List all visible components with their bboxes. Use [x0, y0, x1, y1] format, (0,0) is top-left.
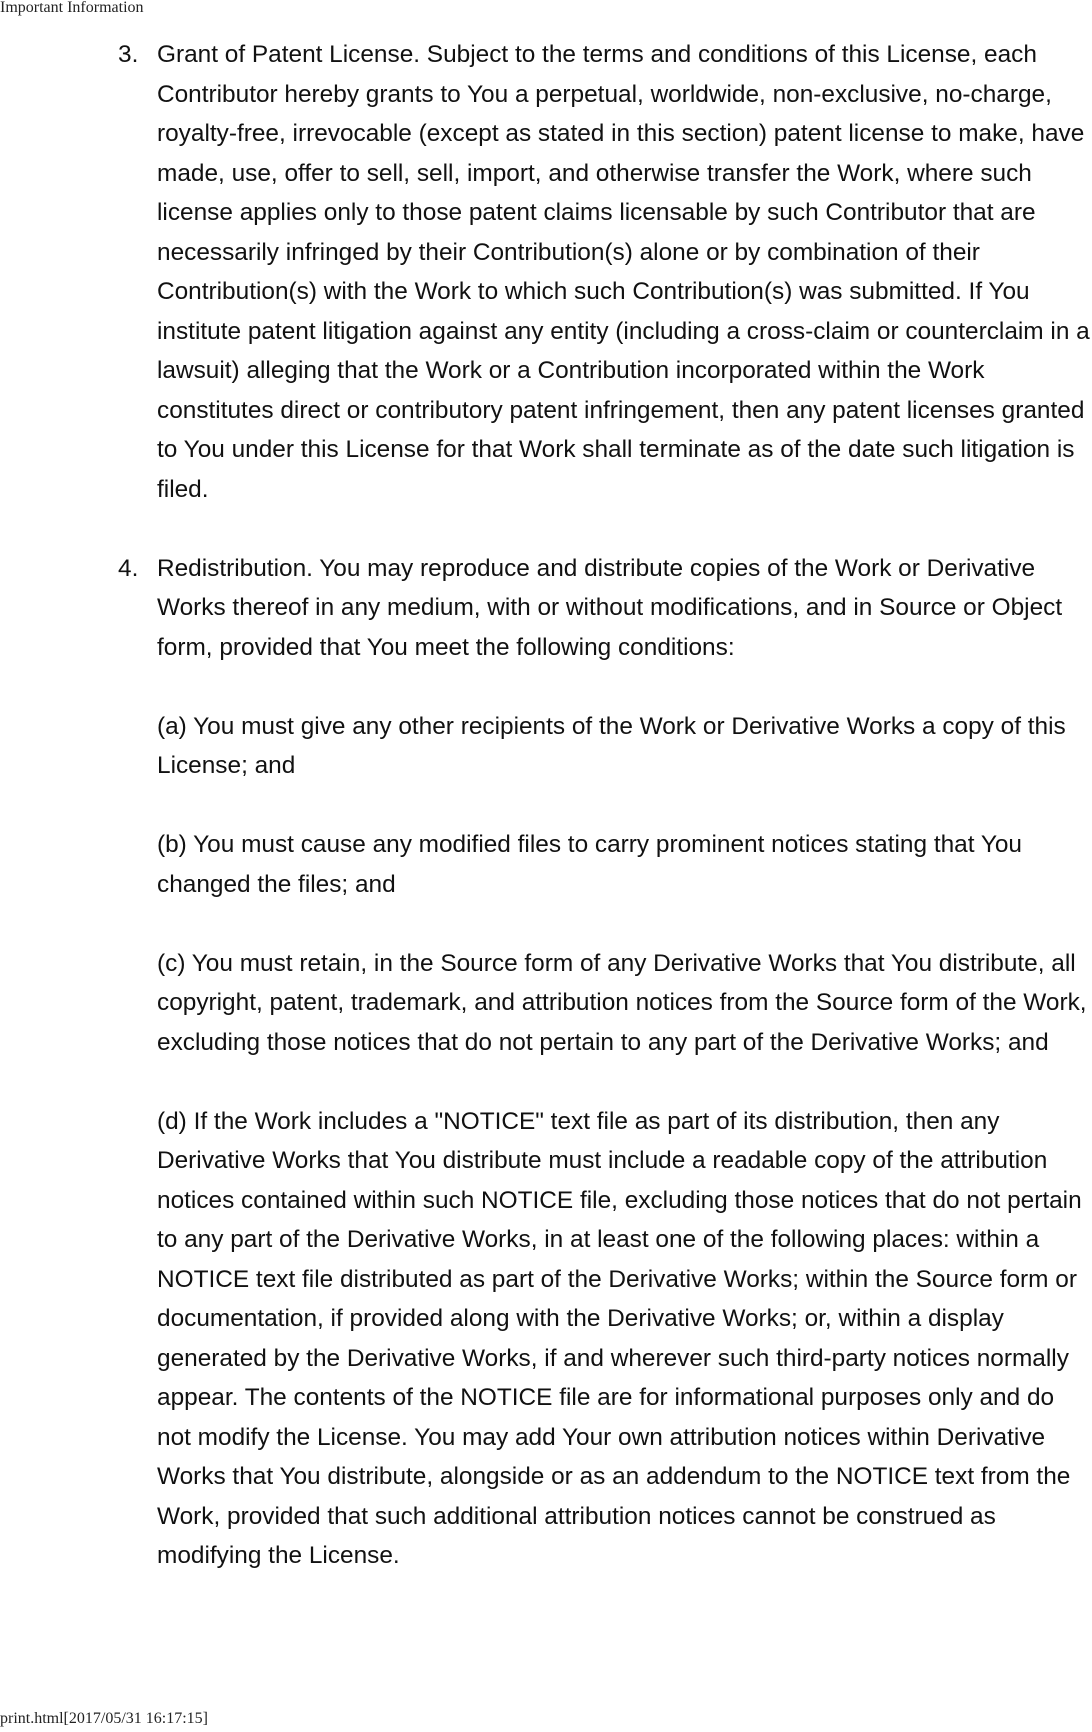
page-footer: print.html[2017/05/31 16:17:15]: [0, 1710, 208, 1727]
page-header: Important Information: [0, 0, 144, 16]
grant-of-patent-license-text: Grant of Patent License. Subject to the terms and conditions of this License, each Contributor hereby grants to You a perpetual, worldwide, non-exclusive, no-charge, royalty-free, irrevocable (except as stated in this section) patent license to make, have made, use, offer to sell, sell, import, and otherwise transfer the Work, where such license applies only to those patent claims licensable by such Contributor that are necessarily infringed by their Contribution(s) alone or by combination of their Contribution(s) with the Work to which such Contribution(s) was submitted. If You institute patent litigation against any entity (including a cross-claim or counterclaim in a lawsuit) alleging that the Work or a Contribution incorporated within the Work constitutes direct or contributory patent infringement, then any patent licenses granted to You under this License for that Work shall terminate as of the date such litigation is filed.: [157, 41, 1090, 503]
document-body: [118, 35, 1092, 1576]
redistribution-intro-text: Redistribution. You may reproduce and distribute copies of the Work or Derivative Works thereof in any medium, with or without modifications, and in Source or Object form, provided that You meet the following conditions:: [157, 554, 1063, 661]
condition-d-text: (d) If the Work includes a "NOTICE" text file as part of its distribution, then any Derivative Works that You distribute must include a readable copy of the attribution notices contained within such NOTICE file, excluding those notices that do not pertain to any part of the Derivative Works, in at least one of the following places: within a NOTICE text file distributed as part of the Derivative Works; within the Source form or documentation, if provided along with the Derivative Works; or, within a display generated by the Derivative Works, if and wherever such third-party notices normally appear. The contents of the NOTICE file are for informational purposes only and do not modify the License. You may add Your own attribution notices within Derivative Works that You distribute, alongside or as an addendum to the NOTICE text from the Work, provided that such additional attribution notices cannot be construed as modifying the License.: [157, 1107, 1082, 1569]
section-number: 3.: [118, 41, 139, 68]
license-section-3: [118, 35, 1092, 509]
condition-b-text: (b) You must cause any modified files to carry prominent notices stating that You changed the files; and: [157, 831, 1022, 898]
section-number: 4.: [118, 554, 139, 582]
license-section-4: [118, 549, 1092, 1576]
condition-c-text: (c) You must retain, in the Source form of any Derivative Works that You distribute, all copyright, patent, trademark, and attribution notices from the Source form of the Work, excluding those notices that do not pertain to any part of the Derivative Works; and: [157, 949, 1087, 1056]
condition-a-text: (a) You must give any other recipients of the Work or Derivative Works a copy of this License; and: [157, 712, 1066, 779]
